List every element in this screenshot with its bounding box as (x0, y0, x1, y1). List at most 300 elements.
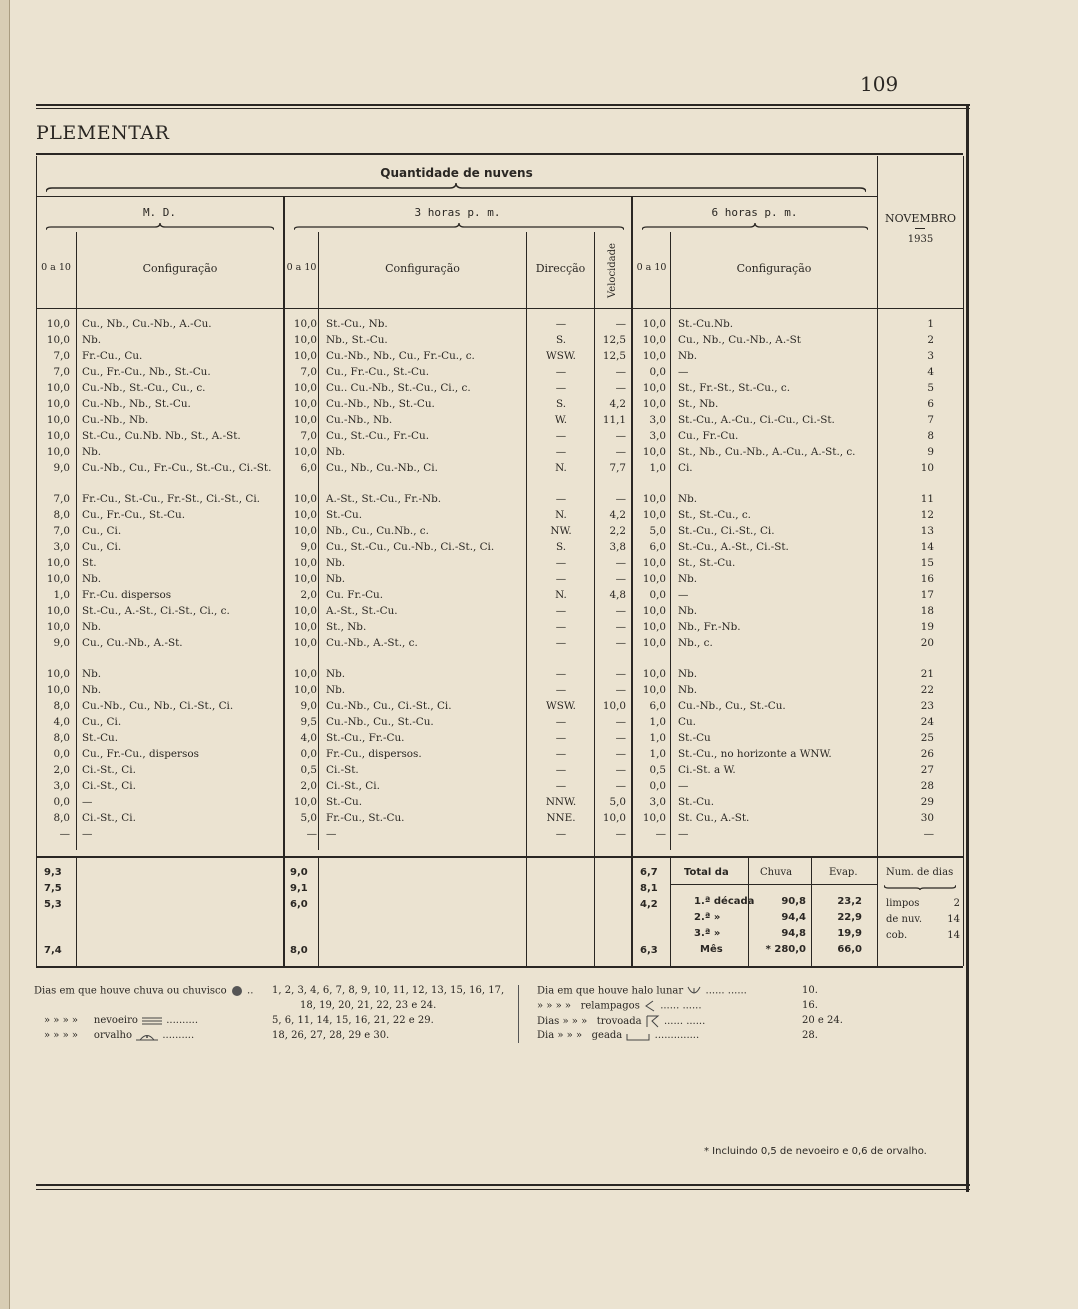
table-row (36, 444, 963, 460)
row-3h-config: Cu.-Nb., Nb., Cu., Fr.-Cu., c. (326, 350, 475, 362)
row-3h-config: Cu.-Nb., Nb. (326, 414, 393, 426)
row-direction: — (555, 605, 567, 617)
header-6h-config: Configuração (736, 262, 812, 275)
footer-geada-dots: .............. (654, 1030, 700, 1041)
row-day: 23 (920, 700, 934, 712)
row-3h-config: Nb., Cu., Cu.Nb., c. (326, 525, 429, 537)
row-day: 24 (920, 716, 934, 728)
row-3h-value: 10,0 (293, 796, 317, 808)
summary-dias-cob: 14 (947, 930, 960, 941)
row-3h-config: St.-Cu., Nb. (326, 318, 388, 330)
row-direction: S. (555, 541, 567, 553)
row-md-config: Cu., Cu.-Nb., A.-St. (82, 637, 183, 649)
row-velocity: — (615, 446, 626, 458)
row-6h-value: 6,0 (649, 541, 666, 553)
row-velocity: — (615, 430, 626, 442)
table-row (36, 364, 963, 380)
header-3h-scale: 0 a 10 (286, 262, 317, 273)
row-6h-config: Nb. (678, 605, 698, 617)
footer-nevoeiro-days: 5, 6, 11, 14, 15, 16, 21, 22 e 29. (272, 1015, 434, 1026)
row-md-config: Ci.-St., Ci. (82, 764, 136, 776)
row-velocity: 3,8 (609, 541, 626, 553)
row-direction: — (555, 716, 567, 728)
footer-geada-label: geada (591, 1030, 623, 1041)
row-md-config: Cu., Fr.-Cu., St.-Cu. (82, 509, 186, 521)
header-md-scale: 0 a 10 (41, 262, 71, 273)
footer-relampagos (537, 1000, 702, 1012)
row-6h-config: — (678, 828, 689, 840)
row-6h-config: Cu., Nb., Cu.-Nb., A.-St (678, 334, 801, 346)
footer-nevoeiro-prefix: » » » » (44, 1015, 79, 1026)
row-md-value: 10,0 (46, 557, 70, 569)
row-md-value: 0,0 (53, 748, 70, 760)
row-velocity: — (615, 748, 626, 760)
row-6h-config: St., Nb., Cu.-Nb., A.-Cu., A.-St., c. (678, 446, 856, 458)
page-gutter (0, 0, 10, 1309)
row-velocity: 7,7 (609, 462, 626, 474)
row-day: 5 (927, 382, 934, 394)
footer-divider (518, 985, 519, 1043)
row-3h-value: 7,0 (300, 430, 317, 442)
row-velocity: — (615, 573, 626, 585)
row-md-value: 10,0 (46, 430, 70, 442)
row-6h-value: 10,0 (642, 812, 666, 824)
row-direction: — (555, 318, 567, 330)
row-md-value: 10,0 (46, 573, 70, 585)
summary-chuva-3: 94,8 (781, 928, 806, 939)
row-3h-config: Cu., St.-Cu., Cu.-Nb., Ci.-St., Ci. (326, 541, 495, 553)
frame-rule-right (966, 104, 969, 1192)
row-3h-config: Fr.-Cu., dispersos. (326, 748, 422, 760)
row-6h-config: St., St.-Cu. (678, 557, 736, 569)
row-md-value: 8,0 (53, 812, 70, 824)
footer-relampagos-dots: ...... ...... (660, 1000, 702, 1012)
row-6h-config: St.-Cu., Ci.-St., Ci. (678, 525, 775, 537)
row-md-config: Cu., Ci. (82, 525, 122, 537)
table-row (36, 539, 963, 555)
footer-trovoada-dots: ...... ...... (663, 1016, 706, 1027)
summary-decade-2: 2.ª » (694, 912, 721, 923)
row-3h-config: Ci.-St., Ci. (326, 780, 380, 792)
row-md-config: Nb. (82, 621, 102, 633)
row-md-config: St.-Cu., A.-St., Ci.-St., Ci., c. (82, 605, 230, 617)
header-6h-scale: 0 a 10 (636, 262, 667, 273)
header-6h: 6 horas p. m. (711, 206, 798, 219)
row-3h-value: 10,0 (293, 509, 317, 521)
row-day: — (923, 828, 934, 840)
row-day: 28 (920, 780, 934, 792)
summary-evap-3: 19,9 (837, 928, 862, 939)
row-3h-value: 5,0 (300, 812, 317, 824)
row-direction: NNW. (545, 796, 577, 808)
summary-3h-2: 9,1 (290, 883, 308, 894)
row-6h-config: St.-Cu., no horizonte a WNW. (678, 748, 832, 760)
summary-evap-2: 22,9 (837, 912, 862, 923)
header-velocity: Velocidade (607, 243, 618, 299)
row-day: 30 (920, 812, 934, 824)
row-direction: — (555, 780, 567, 792)
row-direction: S. (555, 398, 567, 410)
row-3h-value: 10,0 (293, 668, 317, 680)
row-direction: — (555, 557, 567, 569)
row-3h-value: 10,0 (293, 334, 317, 346)
table-row (36, 810, 963, 826)
row-velocity: — (615, 493, 626, 505)
table-row (36, 316, 963, 332)
header-3h-config: Configuração (385, 262, 460, 275)
row-day: 8 (927, 430, 934, 442)
row-6h-value: — (655, 828, 666, 840)
row-day: 19 (920, 621, 934, 633)
table-row (36, 507, 963, 523)
fog-symbol-icon (141, 1016, 163, 1026)
row-md-config: St.-Cu. (82, 732, 119, 744)
summary-evap-month: 66,0 (837, 944, 862, 955)
footer-orvalho-dots: .......... (162, 1030, 195, 1041)
row-day: 4 (927, 366, 934, 378)
row-md-config: St. (82, 557, 97, 569)
row-6h-value: 10,0 (642, 557, 666, 569)
summary-6h-1: 6,7 (640, 867, 658, 878)
row-3h-config: Nb. (326, 573, 346, 585)
row-md-value: 10,0 (46, 334, 70, 346)
row-velocity: 12,5 (602, 334, 626, 346)
row-direction: S. (555, 334, 567, 346)
row-md-config: Nb. (82, 334, 102, 346)
row-velocity: 2,2 (609, 525, 626, 537)
summary-inner-rule (671, 884, 877, 885)
row-md-config: Ci.-St., Ci. (82, 780, 136, 792)
table-row (36, 778, 963, 794)
footer-geada-days: 28. (802, 1030, 818, 1041)
table-row (36, 826, 963, 842)
row-direction: — (555, 430, 567, 442)
row-velocity: — (615, 621, 626, 633)
row-3h-config: Cu., Nb., Cu.-Nb., Ci. (326, 462, 438, 474)
row-6h-value: 6,0 (649, 700, 666, 712)
row-3h-value: 0,0 (300, 748, 317, 760)
footer-relampagos-days: 16. (802, 1000, 818, 1011)
row-md-value: 10,0 (46, 414, 70, 426)
summary-evap-1: 23,2 (837, 896, 862, 907)
row-direction: N. (555, 509, 567, 521)
table-row (36, 587, 963, 603)
row-6h-value: 0,0 (649, 366, 666, 378)
row-day: 3 (927, 350, 934, 362)
row-md-config: Nb. (82, 573, 102, 585)
row-6h-config: Nb. (678, 684, 698, 696)
row-direction: NNE. (546, 812, 576, 824)
summary-6h-2: 8,1 (640, 883, 658, 894)
row-direction: — (555, 764, 567, 776)
row-3h-config: Cu., St.-Cu., Fr.-Cu. (326, 430, 430, 442)
row-6h-value: 1,0 (649, 716, 666, 728)
footer-chuva (34, 985, 253, 997)
row-3h-config: Fr.-Cu., St.-Cu. (326, 812, 405, 824)
summary-dias-limpos: 2 (953, 898, 960, 909)
summary-rule (36, 856, 963, 858)
title-rule (36, 153, 963, 155)
row-day: 1 (927, 318, 934, 330)
row-3h-value: 10,0 (293, 414, 317, 426)
row-day: 26 (920, 748, 934, 760)
row-md-value: 10,0 (46, 684, 70, 696)
row-velocity: — (615, 318, 626, 330)
row-6h-config: Nb. (678, 573, 698, 585)
footer-nevoeiro-dots: .......... (166, 1015, 199, 1026)
row-6h-config: Nb., c. (678, 637, 713, 649)
summary-total-label: Total da (684, 867, 729, 878)
summary-dias-cob-label: cob. (886, 930, 908, 941)
summary-md-3: 5,3 (44, 899, 62, 910)
row-velocity: 10,0 (602, 812, 626, 824)
row-direction: N. (555, 589, 567, 601)
table-row (36, 428, 963, 444)
row-day: 9 (927, 446, 934, 458)
row-6h-config: St.-Cu. (678, 796, 715, 808)
cloud-table (36, 156, 963, 966)
row-md-value: 10,0 (46, 318, 70, 330)
table-row (36, 491, 963, 507)
row-6h-config: St.-Cu., A.-Cu., Ci.-Cu., Ci.-St. (678, 414, 835, 426)
row-day: 18 (920, 605, 934, 617)
row-md-config: Fr.-Cu., Cu. (82, 350, 143, 362)
footer-orvalho-label: orvalho (93, 1030, 132, 1041)
row-velocity: — (615, 780, 626, 792)
row-6h-value: 10,0 (642, 398, 666, 410)
row-3h-config: Cu.-Nb., Cu., Ci.-St., Ci. (326, 700, 452, 712)
summary-md-month: 7,4 (44, 945, 62, 956)
row-3h-value: 9,0 (300, 700, 317, 712)
row-day: 20 (920, 637, 934, 649)
row-day: 25 (920, 732, 934, 744)
summary-3h-1: 9,0 (290, 867, 308, 878)
row-3h-value: 0,5 (300, 764, 317, 776)
row-velocity: — (615, 557, 626, 569)
table-row (36, 348, 963, 364)
row-md-config: Cu.-Nb., Nb. (82, 414, 149, 426)
summary-dias-nuv-label: de nuv. (886, 914, 923, 925)
row-md-value: 8,0 (53, 732, 70, 744)
table-row (36, 746, 963, 762)
row-md-value: 0,0 (53, 796, 70, 808)
row-3h-value: 10,0 (293, 573, 317, 585)
row-direction: — (555, 684, 567, 696)
summary-3h-3: 6,0 (290, 899, 308, 910)
header-md: M. D. (142, 206, 177, 219)
row-md-value: 10,0 (46, 621, 70, 633)
row-6h-config: Nb. (678, 493, 698, 505)
row-md-config: Cu., Fr.-Cu., dispersos (82, 748, 199, 760)
row-6h-value: 3,0 (649, 414, 666, 426)
row-3h-value: 9,0 (300, 541, 317, 553)
table-row (36, 762, 963, 778)
row-md-config: St.-Cu., Cu.Nb. Nb., St., A.-St. (82, 430, 241, 442)
row-md-value: 3,0 (53, 541, 70, 553)
section-title: PLEMENTAR (36, 122, 170, 144)
footer-trovoada-label: trovoada (596, 1016, 642, 1027)
row-md-config: Cu.-Nb., Cu., Fr.-Cu., St.-Cu., Ci.-St. (82, 462, 272, 474)
row-3h-config: St.-Cu. (326, 509, 363, 521)
row-day: 6 (927, 398, 934, 410)
row-6h-value: 10,0 (642, 493, 666, 505)
row-6h-value: 10,0 (642, 573, 666, 585)
page-number: 109 (860, 72, 899, 96)
row-direction: — (555, 366, 567, 378)
table-row (36, 666, 963, 682)
row-3h-value: 4,0 (300, 732, 317, 744)
frame-rule-bottom (36, 1184, 970, 1186)
row-md-value: 7,0 (53, 366, 70, 378)
header-rule-1 (36, 196, 877, 197)
row-6h-config: St. Cu., A.-St. (678, 812, 750, 824)
footer-orvalho (44, 1030, 194, 1041)
row-6h-value: 0,0 (649, 780, 666, 792)
frame-rule-top-thin (36, 108, 970, 109)
row-6h-value: 10,0 (642, 446, 666, 458)
footer-orvalho-days: 18, 26, 27, 28, 29 e 30. (272, 1030, 390, 1041)
row-6h-config: Ci. (678, 462, 693, 474)
row-velocity: — (615, 605, 626, 617)
row-6h-value: 10,0 (642, 637, 666, 649)
row-6h-config: Cu. (678, 716, 696, 728)
row-6h-value: 3,0 (649, 796, 666, 808)
rain-symbol-icon (230, 985, 244, 997)
summary-dias-limpos-label: limpos (886, 898, 920, 909)
row-md-value: 2,0 (53, 764, 70, 776)
row-3h-config: A.-St., St.-Cu. (326, 605, 398, 617)
row-3h-config: — (326, 828, 337, 840)
row-direction: W. (554, 414, 568, 426)
table-row (36, 635, 963, 651)
row-md-value: 9,0 (53, 462, 70, 474)
row-6h-value: 10,0 (642, 318, 666, 330)
row-3h-config: Nb. (326, 684, 346, 696)
row-3h-config: Cu.-Nb., A.-St., c. (326, 637, 418, 649)
row-velocity: — (615, 716, 626, 728)
row-md-value: 7,0 (53, 350, 70, 362)
row-md-value: 10,0 (46, 446, 70, 458)
footer-relampagos-label: relampagos (580, 1000, 640, 1012)
row-6h-value: 5,0 (649, 525, 666, 537)
summary-num-dias-label: Num. de dias (886, 867, 954, 878)
header-year: 1935 (907, 234, 934, 245)
column-divider-6h-sum (670, 856, 671, 966)
row-3h-value: 10,0 (293, 382, 317, 394)
row-3h-value: 10,0 (293, 398, 317, 410)
table-row (36, 714, 963, 730)
row-md-value: 10,0 (46, 605, 70, 617)
frame-rule-bottom-thin (36, 1189, 970, 1190)
frame-rule-top (36, 104, 970, 106)
row-md-config: Fr.-Cu., St.-Cu., Fr.-St., Ci.-St., Ci. (82, 493, 260, 505)
row-velocity: 5,0 (609, 796, 626, 808)
footer-trovoada (537, 1015, 705, 1028)
row-3h-config: Nb., St.-Cu. (326, 334, 388, 346)
row-md-config: Cu., Ci. (82, 541, 122, 553)
row-day: 27 (920, 764, 934, 776)
row-direction: — (555, 732, 567, 744)
header-direction: Direcção (535, 262, 586, 275)
row-md-config: Cu.-Nb., Cu., Nb., Ci.-St., Ci. (82, 700, 234, 712)
frost-symbol-icon (625, 1031, 651, 1041)
header-brace-3h (294, 222, 624, 232)
row-md-config: Cu.-Nb., St.-Cu., Cu., c. (82, 382, 206, 394)
row-3h-value: 6,0 (300, 462, 317, 474)
row-md-config: — (82, 796, 93, 808)
row-6h-value: 1,0 (649, 462, 666, 474)
footer-chuva-dots: .. (247, 985, 254, 997)
row-6h-value: 10,0 (642, 350, 666, 362)
row-velocity: — (615, 764, 626, 776)
header-3h: 3 horas p. m. (414, 206, 501, 219)
row-6h-value: 10,0 (642, 509, 666, 521)
row-3h-value: 2,0 (300, 589, 317, 601)
row-6h-config: Nb., Fr.-Nb. (678, 621, 741, 633)
row-day: 17 (920, 589, 934, 601)
column-divider-chuva (748, 856, 749, 966)
row-day: 2 (927, 334, 934, 346)
footer-trovoada-prefix: Dias » » » (537, 1016, 588, 1027)
table-row (36, 380, 963, 396)
row-6h-value: 10,0 (642, 668, 666, 680)
row-md-value: 7,0 (53, 493, 70, 505)
row-md-config: Cu., Nb., Cu.-Nb., A.-Cu. (82, 318, 212, 330)
row-md-value: 10,0 (46, 668, 70, 680)
row-md-config: Ci.-St., Ci. (82, 812, 136, 824)
row-direction: — (555, 446, 567, 458)
row-velocity: 12,5 (602, 350, 626, 362)
summary-6h-month: 6,3 (640, 945, 658, 956)
table-row (36, 332, 963, 348)
row-velocity: — (615, 366, 626, 378)
row-6h-value: 1,0 (649, 748, 666, 760)
row-6h-value: 0,5 (649, 764, 666, 776)
header-md-config: Configuração (142, 262, 218, 275)
row-3h-config: St.-Cu. (326, 796, 363, 808)
row-velocity: 11,1 (602, 414, 626, 426)
table-row (36, 619, 963, 635)
row-3h-value: 9,5 (300, 716, 317, 728)
row-6h-config: St., Nb. (678, 398, 719, 410)
row-3h-config: A.-St., St.-Cu., Fr.-Nb. (326, 493, 442, 505)
header-main: Quantidade de nuvens (380, 166, 533, 180)
row-velocity: 10,0 (602, 700, 626, 712)
footer-geada (537, 1030, 699, 1041)
row-day: 10 (920, 462, 934, 474)
row-6h-config: St., Fr.-St., St.-Cu., c. (678, 382, 791, 394)
summary-decade-3: 3.ª » (694, 928, 721, 939)
row-direction: — (555, 493, 567, 505)
row-6h-value: 1,0 (649, 732, 666, 744)
row-direction: — (555, 573, 567, 585)
row-day: 16 (920, 573, 934, 585)
summary-md-1: 9,3 (44, 867, 62, 878)
row-velocity: — (615, 732, 626, 744)
row-md-config: Nb. (82, 684, 102, 696)
row-6h-config: Ci.-St. a W. (678, 764, 736, 776)
row-3h-value: 10,0 (293, 350, 317, 362)
row-md-config: Cu.-Nb., Nb., St.-Cu. (82, 398, 191, 410)
footer-relampagos-prefix: » » » » (537, 1000, 572, 1012)
footer-trovoada-days: 20 e 24. (802, 1015, 843, 1026)
row-6h-value: 10,0 (642, 684, 666, 696)
row-3h-config: Nb. (326, 446, 346, 458)
table-row (36, 603, 963, 619)
row-direction: — (555, 621, 567, 633)
row-6h-value: 10,0 (642, 621, 666, 633)
footer-geada-prefix: Dia » » » (537, 1030, 583, 1041)
